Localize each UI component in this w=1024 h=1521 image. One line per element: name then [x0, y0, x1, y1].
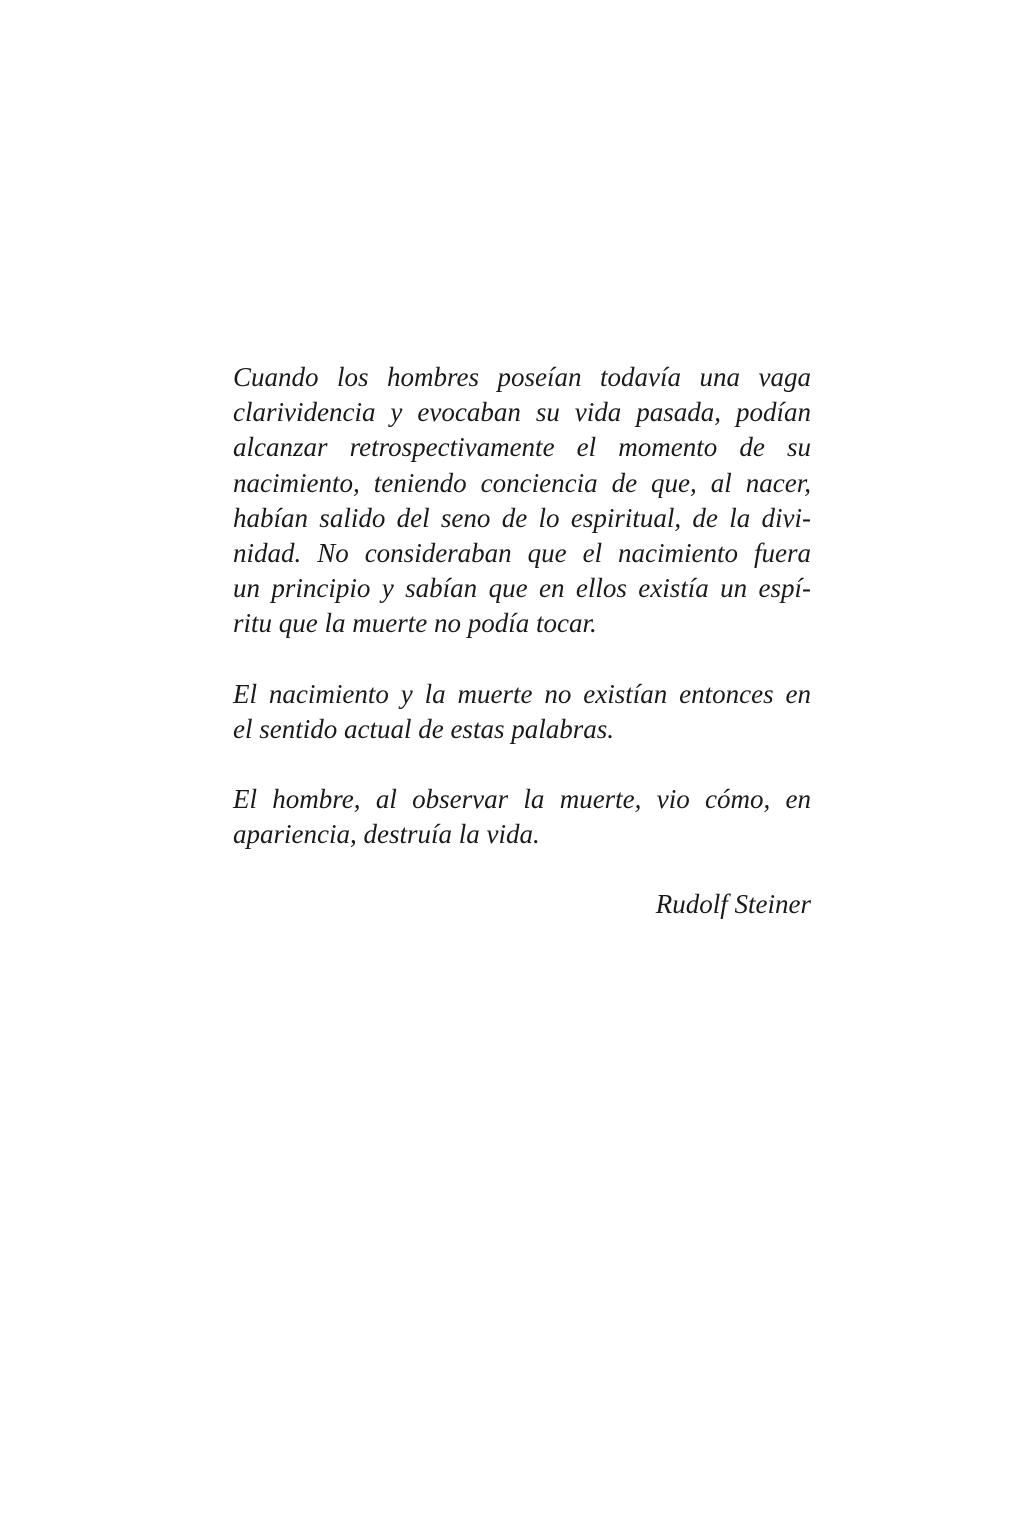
epigraph-paragraph-1	[233, 360, 811, 642]
text-line: nidad. No consideraban que el nacimiento fuera	[233, 538, 811, 569]
text-line: ritu que la muerte no podía tocar.	[233, 608, 597, 639]
text-line: Cuando los hombres poseían todavía una vaga	[233, 362, 811, 392]
author-attribution: Rudolf Steiner	[655, 889, 811, 920]
text-line: nacimiento, teniendo conciencia de que, al nacer,	[233, 467, 811, 498]
epigraph-paragraph-3	[233, 782, 811, 852]
text-line: apariencia, destruía la vida.	[233, 819, 540, 850]
text-line: habían salido del seno de lo espiritual, de la divi-	[233, 502, 811, 533]
text-line: El hombre, al observar la muerte, vio cómo, en	[233, 784, 811, 815]
text-line: clarividencia y evocaban su vida pasada, podían	[233, 397, 811, 428]
text-line: El nacimiento y la muerte no existían entonces en	[233, 678, 811, 709]
text-line: un principio y sabían que en ellos existía un espí-	[233, 573, 811, 604]
epigraph-paragraph-2	[233, 677, 811, 747]
text-line: el sentido actual de estas palabras.	[233, 713, 614, 744]
epigraph	[233, 360, 811, 923]
text-line: alcanzar retrospectivamente el momento de su	[233, 432, 811, 463]
